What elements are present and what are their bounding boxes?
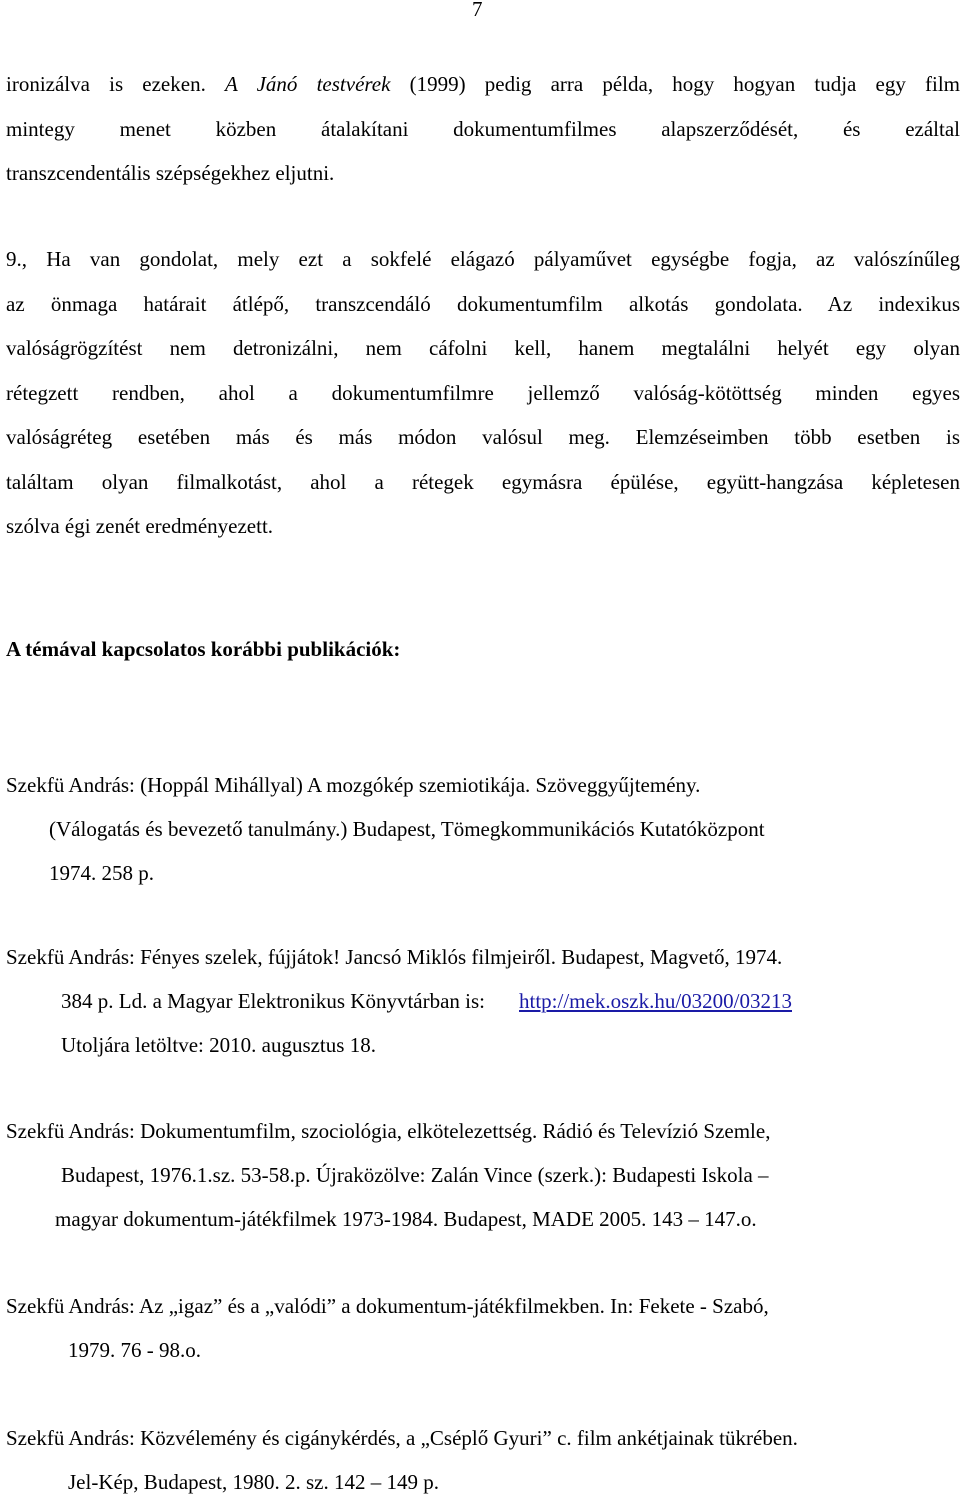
paragraph-line: valóságrögzítést nem detronizálni, nem cáfolni kell, hanem megtalálni helyét egy olyan xyxy=(6,336,960,360)
reference-line: 1974. 258 p. xyxy=(49,861,154,885)
reference-line: Jel-Kép, Budapest, 1980. 2. sz. 142 – 149 p. xyxy=(68,1470,439,1494)
reference-line: Szekfü András: Közvélemény és cigánykérdés, a „Cséplő Gyuri” c. film ankétjainak tükrében. xyxy=(6,1426,798,1450)
reference-line: Szekfü András: Dokumentumfilm, szociológia, elkötelezettség. Rádió és Televízió Szemle, xyxy=(6,1119,771,1143)
reference-line: (Válogatás és bevezető tanulmány.) Budapest, Tömegkommunikációs Kutatóközpont xyxy=(49,817,765,841)
paragraph-line: az önmaga határait átlépő, transzcendáló dokumentumfilm alkotás gondolata. Az indexikus xyxy=(6,291,960,316)
page-number: 7 xyxy=(472,0,483,21)
paragraph-line: mintegy menet közben átalakítani dokumentumfilmes alapszerződését, és ezáltal xyxy=(6,116,960,141)
paragraph-line: rétegzett rendben, ahol a dokumentumfilmre jellemző valóság-kötöttség minden egyes xyxy=(6,380,960,405)
paragraph-line: 9., Ha van gondolat, mely ezt a sokfelé elágazó pályaművet egységbe fogja, az valószínűleg xyxy=(6,247,960,271)
reference-line: Szekfü András: (Hoppál Mihállyal) A mozgókép szemiotikája. Szöveggyűjtemény. xyxy=(6,773,701,797)
paragraph-intro xyxy=(6,62,960,196)
reference-entry xyxy=(6,1109,960,1241)
reference-line: Szekfü András: Fényes szelek, fújjátok! Jancsó Miklós filmjeiről. Budapest, Magvető, 1974. xyxy=(6,945,783,969)
reference-line: magyar dokumentum-játékfilmek 1973-1984. Budapest, MADE 2005. 143 – 147.o. xyxy=(55,1207,757,1231)
reference-line: Szekfü András: Az „igaz” és a „valódi” a dokumentum-játékfilmekben. In: Fekete - Szabó, xyxy=(6,1294,769,1318)
paragraph-line: transzcendentális szépségekhez eljutni. xyxy=(6,161,335,185)
reference-entry xyxy=(6,935,960,1067)
paragraph-section-9 xyxy=(6,237,960,549)
reference-entry xyxy=(6,763,960,895)
reference-entry xyxy=(6,1284,960,1372)
reference-entry xyxy=(6,1416,960,1504)
paragraph-line: szólva égi zenét eredményezett. xyxy=(6,514,274,538)
paragraph-line: találtam olyan filmalkotást, ahol a rétegek egymásra épülése, együtt-hangzása képletesen xyxy=(6,469,960,494)
reference-line: 384 p. Ld. a Magyar Elektronikus Könyvtárban is: http://mek.oszk.hu/03200/03213 xyxy=(61,989,792,1013)
reference-line: Utoljára letöltve: 2010. augusztus 18. xyxy=(61,1033,376,1057)
paragraph-line: ironizálva is ezeken. A Jánó testvérek (1999) pedig arra példa, hogy hogyan tudja egy film xyxy=(6,72,960,96)
reference-line: Budapest, 1976.1.sz. 53-58.p. Újraközölve: Zalán Vince (szerk.): Budapesti Iskola – xyxy=(61,1163,769,1187)
paragraph-line: valóságréteg esetében más és más módon valósul meg. Elemzéseimben több esetben is xyxy=(6,425,960,449)
film-title: A Jánó testvérek xyxy=(225,72,391,96)
publications-heading: A témával kapcsolatos korábbi publikációk: xyxy=(6,637,401,661)
mek-link[interactable]: http://mek.oszk.hu/03200/03213 xyxy=(519,989,792,1013)
reference-line: 1979. 76 - 98.o. xyxy=(68,1338,201,1362)
